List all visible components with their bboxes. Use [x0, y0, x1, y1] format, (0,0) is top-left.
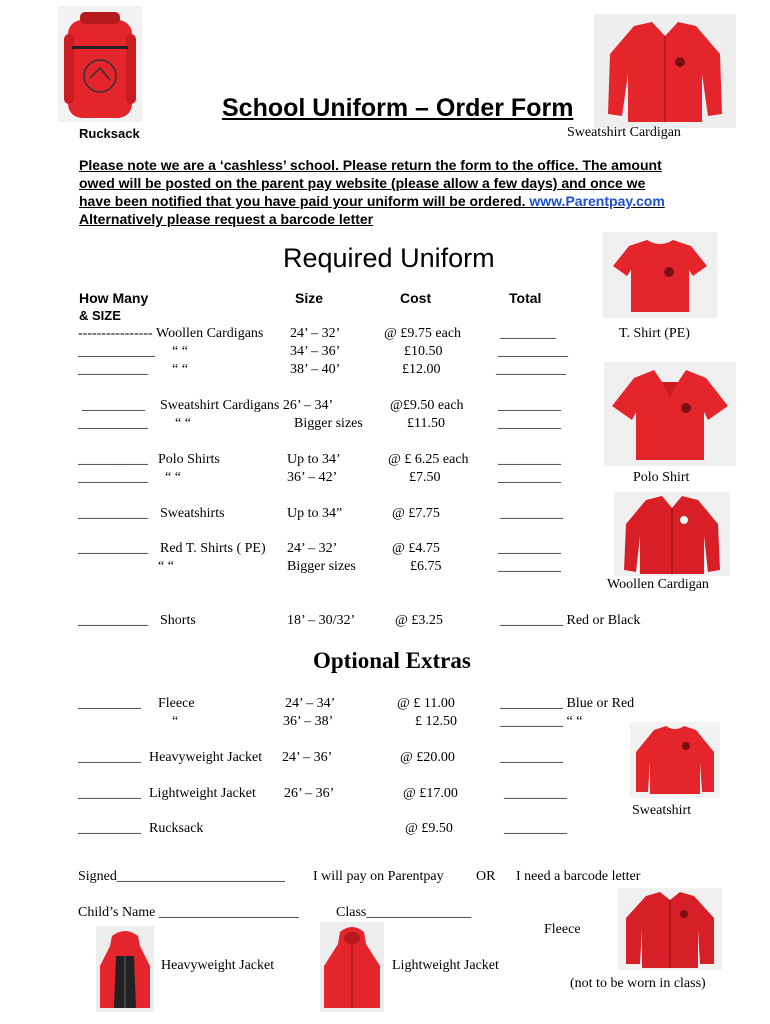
notice-line: Alternatively please request a barcode letter [79, 211, 374, 227]
light-jacket-caption: Lightweight Jacket [392, 958, 499, 973]
cost-label: @ £9.50 [405, 821, 453, 836]
size-label: Bigger sizes [287, 559, 356, 574]
total-field[interactable]: _________ [498, 470, 561, 485]
col-cost: Cost [400, 290, 432, 306]
size-label: 18’ – 30/32’ [287, 613, 356, 628]
total-field[interactable]: _________ [498, 416, 561, 431]
notice [79, 156, 665, 228]
sweatshirt-caption: Sweatshirt [632, 803, 692, 818]
item-label: Shorts [160, 613, 196, 628]
quantity-field[interactable]: ---------------- [78, 326, 153, 341]
quantity-field[interactable]: __________ [78, 452, 148, 467]
size-label: 24’ – 32’ [287, 541, 338, 556]
fleece-note: (not to be worn in class) [570, 976, 706, 991]
rucksack-caption: Rucksack [79, 126, 140, 141]
barcode-letter-option[interactable]: I need a barcode letter [516, 869, 641, 884]
notice-line: owed will be posted on the parent pay website (please allow a few days) and once we [79, 175, 646, 191]
item-label: Heavyweight Jacket [149, 750, 263, 765]
quantity-field[interactable]: __________ [78, 416, 148, 431]
cost-label: @ £ 6.25 each [388, 452, 469, 467]
cardigan-photo [594, 14, 736, 128]
cost-label: @ £9.75 each [384, 326, 462, 341]
heavy-jacket-photo [96, 926, 154, 1012]
optional-heading: Optional Extras [313, 648, 471, 673]
total-field[interactable]: __________ [496, 362, 566, 377]
size-label: Up to 34’ [287, 452, 341, 467]
total-field[interactable]: _________ [500, 506, 563, 521]
notice-line: Please note we are a ‘cashless’ school. Please return the form to the office. The amount [79, 157, 662, 173]
item-label: Woollen Cardigans [156, 326, 264, 341]
quantity-field[interactable]: _________ [78, 696, 141, 711]
notice-line [79, 192, 665, 210]
item-label: Sweatshirts [160, 506, 225, 521]
quantity-field[interactable]: _________ [82, 398, 145, 413]
size-label: Bigger sizes [294, 416, 363, 431]
size-label: 24’ – 32’ [290, 326, 341, 341]
cost-label: @ £3.25 [395, 613, 443, 628]
quantity-field[interactable]: __________ [78, 541, 148, 556]
item-label: “ [172, 714, 179, 729]
item-label: “ “ [175, 416, 191, 431]
size-label: 24’ – 34’ [285, 696, 336, 711]
cost-label: £12.00 [402, 362, 441, 377]
item-label: Rucksack [149, 821, 204, 836]
quantity-field[interactable]: _________ [78, 750, 141, 765]
cost-label: £11.50 [407, 416, 445, 431]
total-field[interactable]: _________ [498, 541, 561, 556]
item-label: “ “ [172, 362, 188, 377]
total-field[interactable]: _________ [498, 559, 561, 574]
item-label: “ “ [158, 559, 174, 574]
quantity-field[interactable]: _________ [78, 786, 141, 801]
quantity-field[interactable]: __________ [78, 470, 148, 485]
cost-label: £ 12.50 [415, 714, 457, 729]
tshirt-caption: T. Shirt (PE) [619, 326, 690, 341]
signature-field[interactable]: Signed________________________ [78, 869, 285, 884]
sweatshirt-photo [630, 722, 720, 798]
size-label: Up to 34” [287, 506, 343, 521]
cardigan-caption: Woollen Cardigan [607, 577, 709, 592]
total-field[interactable]: _________ [504, 821, 567, 836]
polo-caption: Polo Shirt [633, 470, 690, 485]
total-field[interactable]: _________ [498, 452, 561, 467]
fleece-photo [618, 888, 722, 970]
page-title: School Uniform – Order Form [222, 94, 574, 122]
cost-label: £7.50 [409, 470, 441, 485]
cost-label: £6.75 [410, 559, 442, 574]
or-label: OR [476, 869, 496, 884]
quantity-field[interactable]: __________ [78, 506, 148, 521]
item-label: “ “ [172, 344, 188, 359]
col-howmany: How Many [79, 290, 149, 306]
cost-label: £10.50 [404, 344, 443, 359]
total-field[interactable]: __________ [498, 344, 568, 359]
cost-label: @ £4.75 [392, 541, 440, 556]
cost-label: @ £ 11.00 [397, 696, 455, 711]
size-label: 26’ – 36’ [284, 786, 335, 801]
total-field[interactable]: _________ [498, 398, 561, 413]
size-label: 38’ – 40’ [290, 362, 341, 377]
cost-label: @ £17.00 [403, 786, 458, 801]
quantity-field[interactable]: ___________ [78, 344, 155, 359]
heavy-jacket-caption: Heavyweight Jacket [161, 958, 275, 973]
col-total: Total [509, 290, 542, 306]
required-heading: Required Uniform [283, 243, 495, 273]
quantity-field[interactable]: _________ [78, 821, 141, 836]
item-label: Fleece [158, 696, 195, 711]
col-howmany-size: & SIZE [79, 308, 121, 323]
size-label: 36’ – 42’ [287, 470, 338, 485]
woollen-cardigan-photo [614, 492, 730, 576]
rucksack-photo [58, 6, 142, 122]
class-field[interactable]: Class_______________ [336, 905, 472, 920]
total-field[interactable]: _________ [504, 786, 567, 801]
total-field[interactable]: _________ [500, 750, 563, 765]
size-label: 24’ – 36’ [282, 750, 333, 765]
fleece-caption: Fleece [544, 922, 581, 937]
notice-text: have been notified that you have paid your uniform will be ordered. [79, 193, 530, 209]
total-field[interactable]: _________ Blue or Red [500, 696, 635, 711]
cost-label: @ £20.00 [400, 750, 455, 765]
item-label: Red T. Shirts ( PE) [160, 541, 266, 556]
total-field[interactable]: _________ “ “ [500, 714, 583, 729]
light-jacket-photo [320, 922, 384, 1012]
quantity-field[interactable]: __________ [78, 362, 148, 377]
item-label: Lightweight Jacket [149, 786, 256, 801]
item-label: Polo Shirts [158, 452, 220, 467]
col-size: Size [295, 290, 324, 306]
child-name-field[interactable]: Child’s Name ____________________ [78, 905, 299, 920]
quantity-field[interactable]: __________ [78, 613, 148, 628]
item-label: Sweatshirt Cardigans 26’ – 34’ [160, 398, 334, 413]
total-field[interactable]: ________ [500, 326, 556, 341]
parentpay-link[interactable]: www.Parentpay.com [529, 193, 665, 209]
cardigan-caption: Sweatshirt Cardigan [567, 125, 681, 140]
tshirt-photo [603, 232, 717, 318]
cost-label: @£9.50 each [390, 398, 464, 413]
cost-label: @ £7.75 [392, 506, 440, 521]
item-label: “ “ [165, 470, 181, 485]
polo-photo [604, 362, 736, 466]
total-field[interactable]: _________ Red or Black [500, 613, 641, 628]
size-label: 36’ – 38’ [283, 714, 334, 729]
pay-parentpay-option[interactable]: I will pay on Parentpay [313, 869, 444, 884]
size-label: 34’ – 36’ [290, 344, 341, 359]
